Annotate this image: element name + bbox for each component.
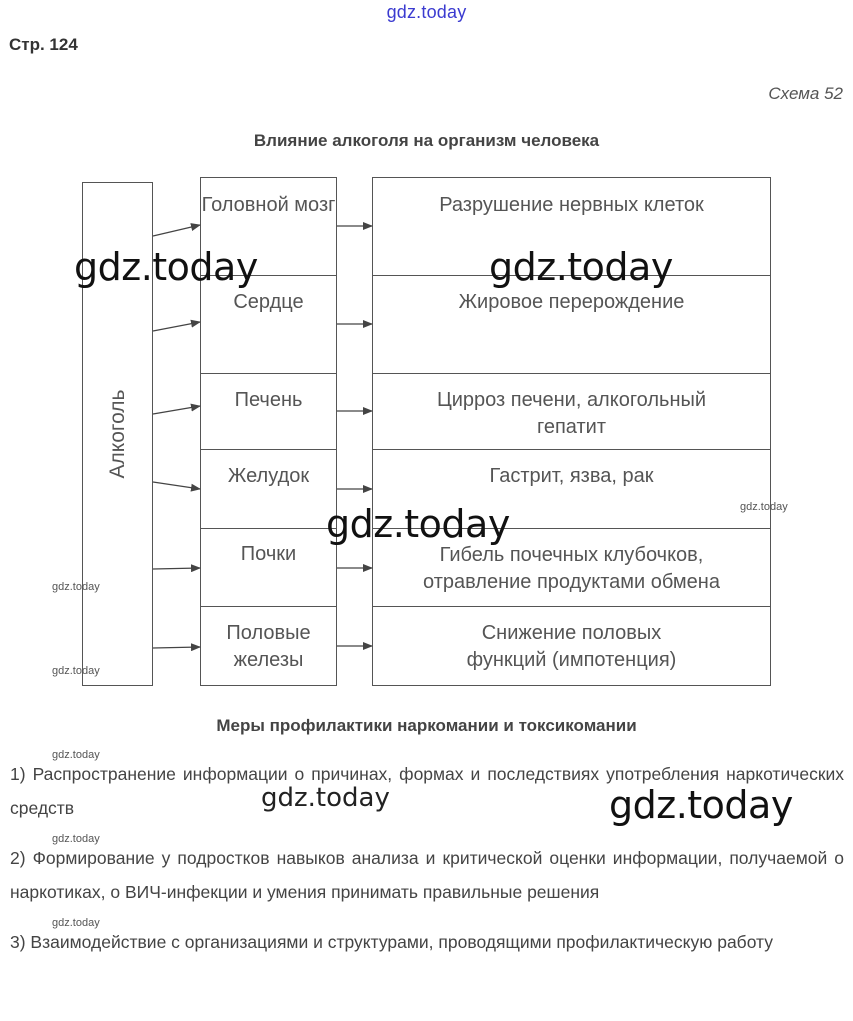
watermark: gdz.today	[52, 581, 100, 593]
arrow-to-heart	[153, 322, 200, 331]
watermark: gdz.today	[489, 245, 673, 289]
watermark: gdz.today	[261, 783, 390, 813]
measure-item: 2) Формирование у подростков навыков анализа и критической оценки информации, получаемой о наркотиках, о ВИЧ-инфекции и умения принимать правильные решения	[10, 848, 844, 902]
organ-cell: Желудок	[227, 465, 310, 487]
section-title: Меры профилактики наркомании и токсикомании	[216, 716, 637, 735]
arrow-to-liver	[153, 406, 200, 414]
arrow-to-kidneys	[153, 568, 200, 569]
diagram-title: Влияние алкоголя на организм человека	[253, 131, 600, 150]
watermark: gdz.today	[52, 749, 100, 761]
watermark: gdz.today	[52, 665, 100, 677]
effect-cell: Жировое перерождение	[458, 291, 685, 313]
arrow-to-brain	[153, 225, 200, 236]
organ-cell: Печень	[234, 389, 303, 411]
measure-item: 3) Взаимодействие с организациями и структурами, проводящими профилактическую работу	[10, 932, 774, 952]
watermark: gdz.today	[740, 501, 788, 513]
arrow-to-stomach	[153, 482, 200, 489]
organ-cell: Половые железы	[226, 622, 311, 671]
organ-cell: Почки	[240, 543, 297, 565]
watermark: gdz.today	[52, 917, 100, 929]
organ-cell: Сердце	[233, 291, 304, 313]
header-watermark: gdz.today	[386, 2, 467, 22]
effect-cell: Цирроз печени, алкогольный гепатит	[436, 389, 707, 438]
alcohol-label: Алкоголь	[105, 389, 129, 479]
effect-cell: Гастрит, язва, рак	[489, 465, 654, 487]
effect-cell: Снижение половых функций (импотенция)	[466, 622, 677, 671]
arrow-to-glands	[153, 647, 200, 648]
measure-item: 1) Распространение информации о причинах, формах и последствиях употребления наркотических средств	[10, 764, 844, 818]
watermark: gdz.today	[52, 833, 100, 845]
watermark: gdz.today	[326, 502, 510, 546]
watermark: gdz.today	[74, 245, 258, 289]
watermark: gdz.today	[609, 783, 793, 827]
effect-cell: Гибель почечных клубочков, отравление продуктами обмена	[423, 544, 720, 593]
page-label: Стр. 124	[9, 35, 78, 54]
effect-cell: Разрушение нервных клеток	[439, 194, 704, 216]
organ-cell: Головной мозг	[201, 194, 336, 216]
scheme-label: Схема 52	[768, 84, 843, 103]
